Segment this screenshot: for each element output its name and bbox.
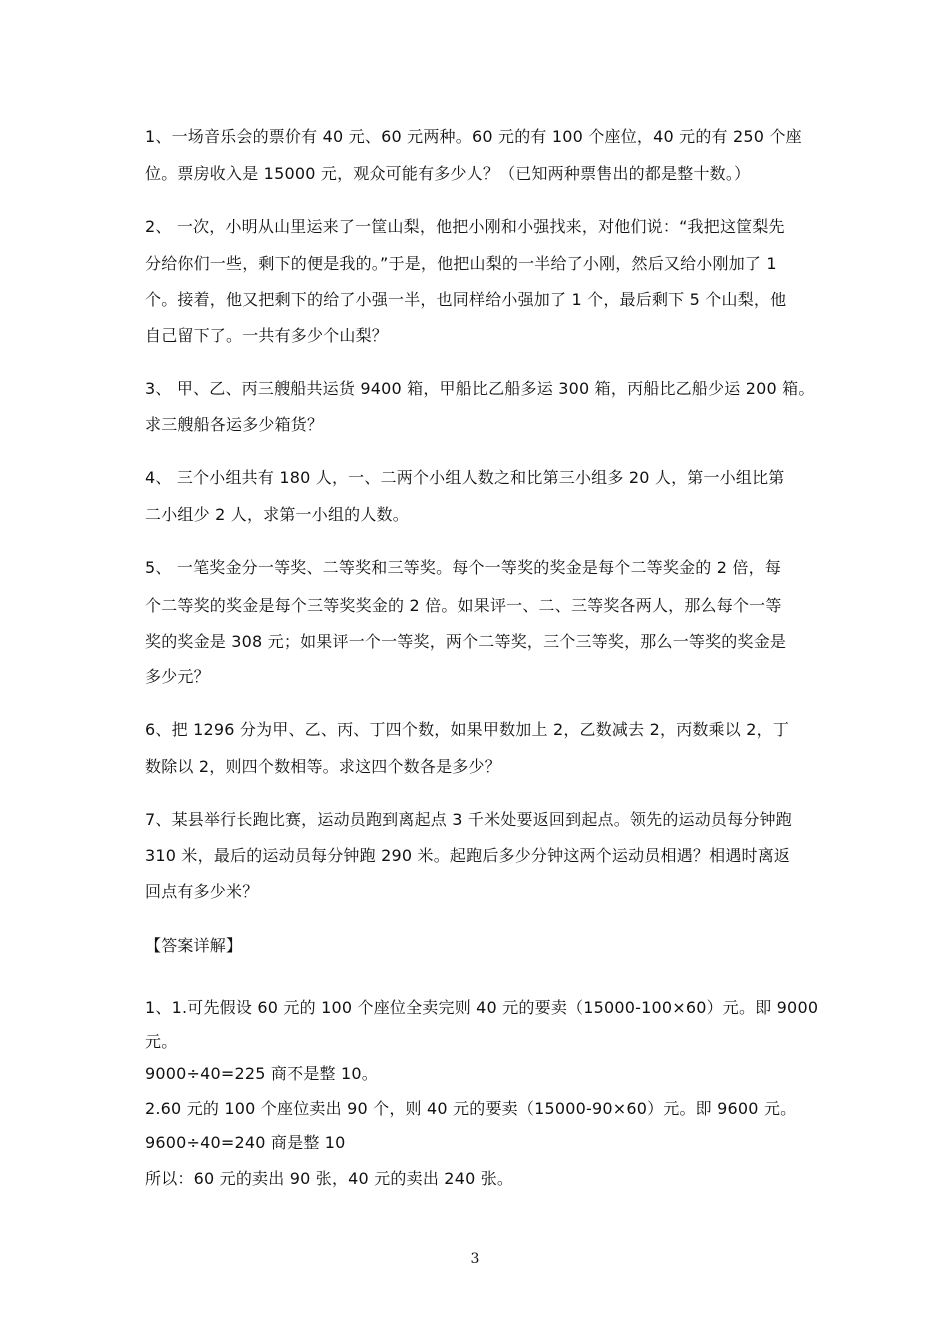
answer-line-1: 1、1.可先假设 60 元的 100 个座位全卖完则 40 元的要卖（15000-100×60）元。即 9000 <box>145 998 819 1017</box>
question-3-line-2: 求三艘船各运多少箱货？ <box>145 415 324 434</box>
question-4-line-1: 4、 三个小组共有 180 人，一、二两个小组人数之和比第三小组多 20 人，第一小组比第 <box>145 468 785 487</box>
question-1-line-2: 位。票房收入是 15000 元，观众可能有多少人？（已知两种票售出的都是整十数。） <box>145 164 751 183</box>
question-7-line-2: 310 米，最后的运动员每分钟跑 290 米。起跑后多少分钟这两个运动员相遇？相遇时离返 <box>145 846 791 865</box>
question-6-line-2: 数除以 2，则四个数相等。求这四个数各是多少？ <box>145 757 501 776</box>
question-2-line-1: 2、 一次，小明从山里运来了一筐山梨，他把小刚和小强找来，对他们说：“我把这筐梨先 <box>145 217 785 236</box>
question-2-line-2: 分给你们一些，剩下的便是我的。”于是，他把山梨的一半给了小刚，然后又给小刚加了 1 <box>145 254 777 273</box>
question-4-line-2: 二小组少 2 人，求第一小组的人数。 <box>145 505 409 524</box>
question-5-line-1: 5、 一笔奖金分一等奖、二等奖和三等奖。每个一等奖的奖金是每个二等奖金的 2 倍，每 <box>145 558 782 577</box>
answer-line-4: 2.60 元的 100 个座位卖出 90 个，则 40 元的要卖（15000-90×60）元。即 9600 元。 <box>145 1099 797 1118</box>
question-3-line-1: 3、 甲、乙、丙三艘船共运货 9400 箱，甲船比乙船多运 300 箱，丙船比乙船少运 200 箱。 <box>145 379 815 398</box>
question-2-line-3: 个。接着，他又把剩下的给了小强一半，也同样给小强加了 1 个，最后剩下 5 个山梨，他 <box>145 290 787 309</box>
answer-line-3: 9000÷40=225 商不是整 10。 <box>145 1064 378 1083</box>
question-5-line-2: 个二等奖的奖金是每个三等奖奖金的 2 倍。如果评一、二、三等奖各两人，那么每个一等 <box>145 596 782 615</box>
question-1-line-1: 1、一场音乐会的票价有 40 元、60 元两种。60 元的有 100 个座位，40 元的有 250 个座 <box>145 127 802 146</box>
question-7-line-3: 回点有多少米？ <box>145 882 259 901</box>
question-6-line-1: 6、把 1296 分为甲、乙、丙、丁四个数，如果甲数加上 2，乙数减去 2，丙数乘以 2，丁 <box>145 720 790 739</box>
question-5-line-3: 奖的奖金是 308 元；如果评一个一等奖，两个二等奖，三个三等奖，那么一等奖的奖金是 <box>145 632 787 651</box>
question-2-line-4: 自己留下了。一共有多少个山梨？ <box>145 326 389 345</box>
answer-heading: 【答案详解】 <box>145 936 243 955</box>
answer-line-6: 所以：60 元的卖出 90 张，40 元的卖出 240 张。 <box>145 1169 514 1188</box>
page-number: 3 <box>470 1251 480 1267</box>
answer-line-5: 9600÷40=240 商是整 10 <box>145 1133 346 1152</box>
answer-line-2: 元。 <box>145 1032 178 1051</box>
question-7-line-1: 7、某县举行长跑比赛，运动员跑到离起点 3 千米处要返回到起点。领先的运动员每分钟跑 <box>145 810 792 829</box>
question-5-line-4: 多少元？ <box>145 667 210 686</box>
